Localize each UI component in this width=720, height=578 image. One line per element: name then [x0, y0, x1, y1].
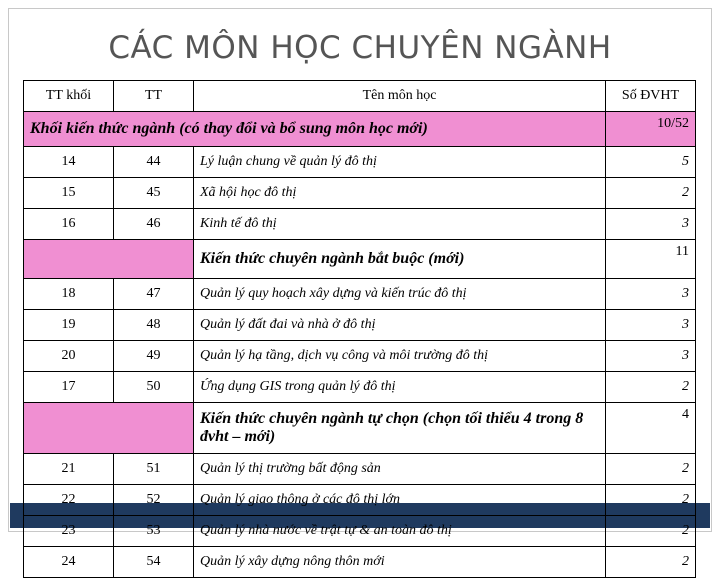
cell-tt: 47: [114, 279, 194, 310]
cell-tt: 50: [114, 372, 194, 403]
cell-name: Quản lý quy hoạch xây dựng và kiến trúc đô thị: [194, 279, 606, 310]
section-credits: 11: [606, 240, 696, 279]
cell-block: 19: [24, 310, 114, 341]
cell-tt: 52: [114, 485, 194, 516]
table-row: [24, 279, 696, 310]
cell-credits: 2: [606, 178, 696, 209]
cell-name: Xã hội học đô thị: [194, 178, 606, 209]
cell-credits: 5: [606, 147, 696, 178]
header-tt: TT: [114, 81, 194, 112]
cell-credits: 2: [606, 485, 696, 516]
header-block: TT khối: [24, 81, 114, 112]
cell-credits: 2: [606, 372, 696, 403]
table-row: [24, 547, 696, 578]
section-row: [24, 403, 696, 454]
cell-credits: 2: [606, 516, 696, 547]
cell-credits: 3: [606, 341, 696, 372]
cell-block: 22: [24, 485, 114, 516]
courses-table: [23, 80, 696, 578]
section-shade: [24, 403, 194, 454]
table-row: [24, 178, 696, 209]
cell-tt: 48: [114, 310, 194, 341]
cell-tt: 51: [114, 454, 194, 485]
group-label: Khối kiến thức ngành (có thay đổi và bổ sung môn học mới): [24, 112, 606, 147]
section-shade: [24, 240, 194, 279]
slide-title: CÁC MÔN HỌC CHUYÊN NGÀNH: [108, 30, 612, 66]
header-name: Tên môn học: [194, 81, 606, 112]
cell-tt: 44: [114, 147, 194, 178]
cell-name: Quản lý đất đai và nhà ở đô thị: [194, 310, 606, 341]
cell-credits: 3: [606, 209, 696, 240]
cell-name: Quản lý nhà nước về trật tự & an toàn đô thị: [194, 516, 606, 547]
group-credits: 10/52: [606, 112, 696, 147]
cell-block: 17: [24, 372, 114, 403]
header-credits: Số ĐVHT: [606, 81, 696, 112]
cell-credits: 2: [606, 454, 696, 485]
cell-block: 23: [24, 516, 114, 547]
cell-name: Ứng dụng GIS trong quản lý đô thị: [194, 372, 606, 403]
group-row: [24, 112, 696, 147]
table-row: [24, 485, 696, 516]
cell-name: Kinh tế đô thị: [194, 209, 606, 240]
table-row: [24, 372, 696, 403]
table-row: [24, 310, 696, 341]
cell-tt: 54: [114, 547, 194, 578]
table-row: [24, 147, 696, 178]
cell-block: 18: [24, 279, 114, 310]
cell-name: Quản lý thị trường bất động sản: [194, 454, 606, 485]
section-label: Kiến thức chuyên ngành tự chọn (chọn tối thiểu 4 trong 8 đvht – mới): [194, 403, 606, 454]
cell-block: 20: [24, 341, 114, 372]
cell-block: 16: [24, 209, 114, 240]
table-row: [24, 454, 696, 485]
table-row: [24, 516, 696, 547]
cell-name: Lý luận chung về quản lý đô thị: [194, 147, 606, 178]
table-row: [24, 209, 696, 240]
cell-tt: 46: [114, 209, 194, 240]
section-row: [24, 240, 696, 279]
cell-block: 14: [24, 147, 114, 178]
cell-credits: 3: [606, 310, 696, 341]
cell-block: 21: [24, 454, 114, 485]
table-row: [24, 341, 696, 372]
section-label: Kiến thức chuyên ngành bắt buộc (mới): [194, 240, 606, 279]
cell-name: Quản lý hạ tầng, dịch vụ công và môi trường đô thị: [194, 341, 606, 372]
cell-block: 15: [24, 178, 114, 209]
section-credits: 4: [606, 403, 696, 454]
cell-credits: 2: [606, 547, 696, 578]
cell-tt: 45: [114, 178, 194, 209]
cell-tt: 53: [114, 516, 194, 547]
cell-block: 24: [24, 547, 114, 578]
cell-name: Quản lý giao thông ở các đô thị lớn: [194, 485, 606, 516]
header-row: [24, 81, 696, 112]
cell-credits: 3: [606, 279, 696, 310]
cell-name: Quản lý xây dựng nông thôn mới: [194, 547, 606, 578]
cell-tt: 49: [114, 341, 194, 372]
